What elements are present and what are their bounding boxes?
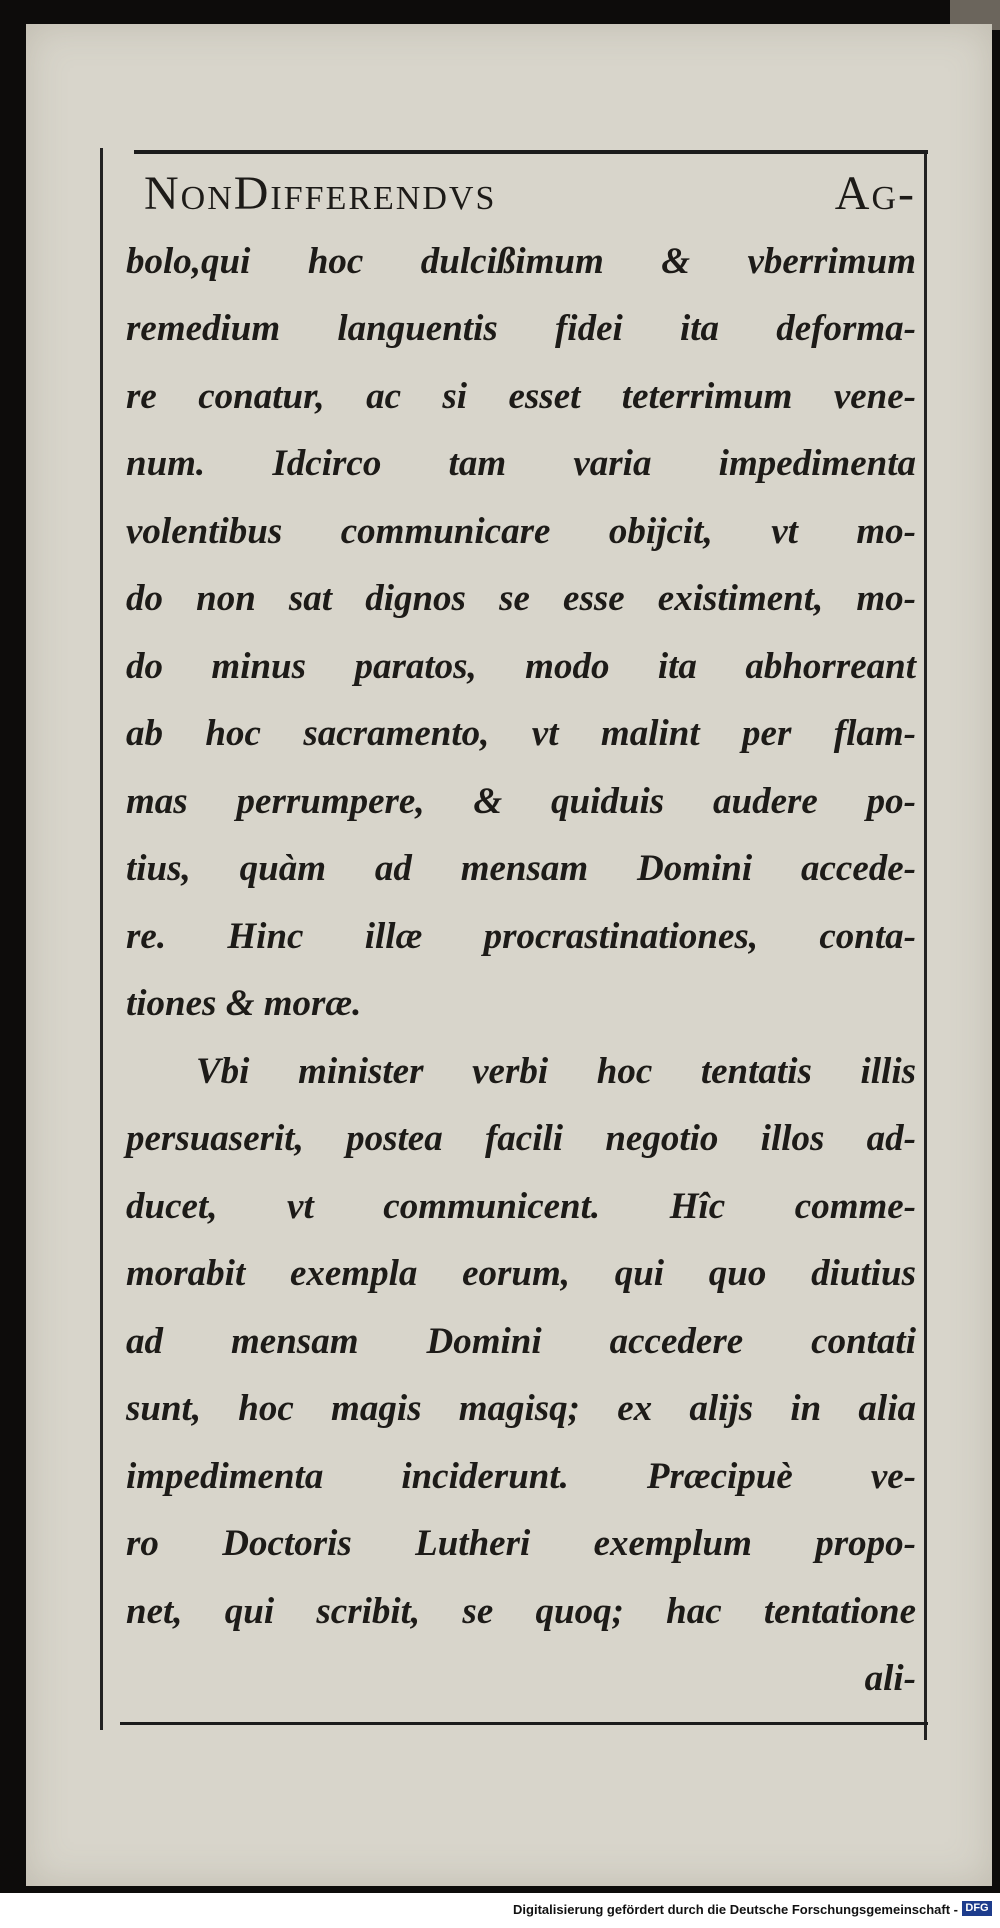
text-line: morabit exempla eorum, qui quo diutius [126,1253,916,1294]
footer-bar [0,1893,1000,1928]
text-line: persuaserit, postea facili negotio illos ad- [126,1118,916,1159]
text-line: tiones & moræ. [126,983,362,1024]
text-line: sunt, hoc magis magisq; ex alijs in alia [126,1388,916,1429]
text-line: do minus paratos, modo ita abhorreant [126,645,916,687]
text-line: net, qui scribit, se quoq; hac tentatione [126,1590,916,1632]
text-line: ad mensam Domini accedere contati [126,1320,916,1362]
heading-line: NonDifferendvs Ag- [144,167,916,220]
left-frame-rule [100,148,103,1730]
text-line: tius, quàm ad mensam Domini accede- [126,848,916,889]
text-line: Vbi minister verbi hoc tentatis illis [196,1050,916,1092]
body-text [126,160,916,1713]
text-line: re conatur, ac si esset teterrimum vene- [126,375,916,417]
text-line: ab hoc sacramento, vt malint per flam- [126,713,916,754]
text-line: ducet, vt communicent. Hîc comme- [126,1185,916,1227]
dfg-logo: DFG [962,1901,992,1916]
text-line: num. Idcirco tam varia impedimenta [126,443,916,484]
text-line: do non sat dignos se esse existiment, mo- [126,578,916,619]
catchword: ali- [864,1658,916,1699]
text-line: remedium languentis fidei ita deforma- [126,308,916,349]
right-frame-rule [924,150,927,1740]
text-line: impedimenta inciderunt. Præcipuè ve- [126,1455,916,1497]
text-line: volentibus communicare obijcit, vt mo- [126,510,916,552]
footer-credit: Digitalisierung gefördert durch die Deutsche Forschungsgemeinschaft - [513,1902,958,1917]
text-line: ro Doctoris Lutheri exemplum propo- [126,1523,916,1564]
top-frame-rule [134,150,928,154]
text-line: re. Hinc illæ procrastinationes, conta- [126,915,916,957]
bottom-frame-rule [120,1722,928,1725]
text-line: bolo,qui hoc dulcißimum & vberrimum [126,240,916,282]
text-line: mas perrumpere, & quiduis audere po- [126,780,916,822]
